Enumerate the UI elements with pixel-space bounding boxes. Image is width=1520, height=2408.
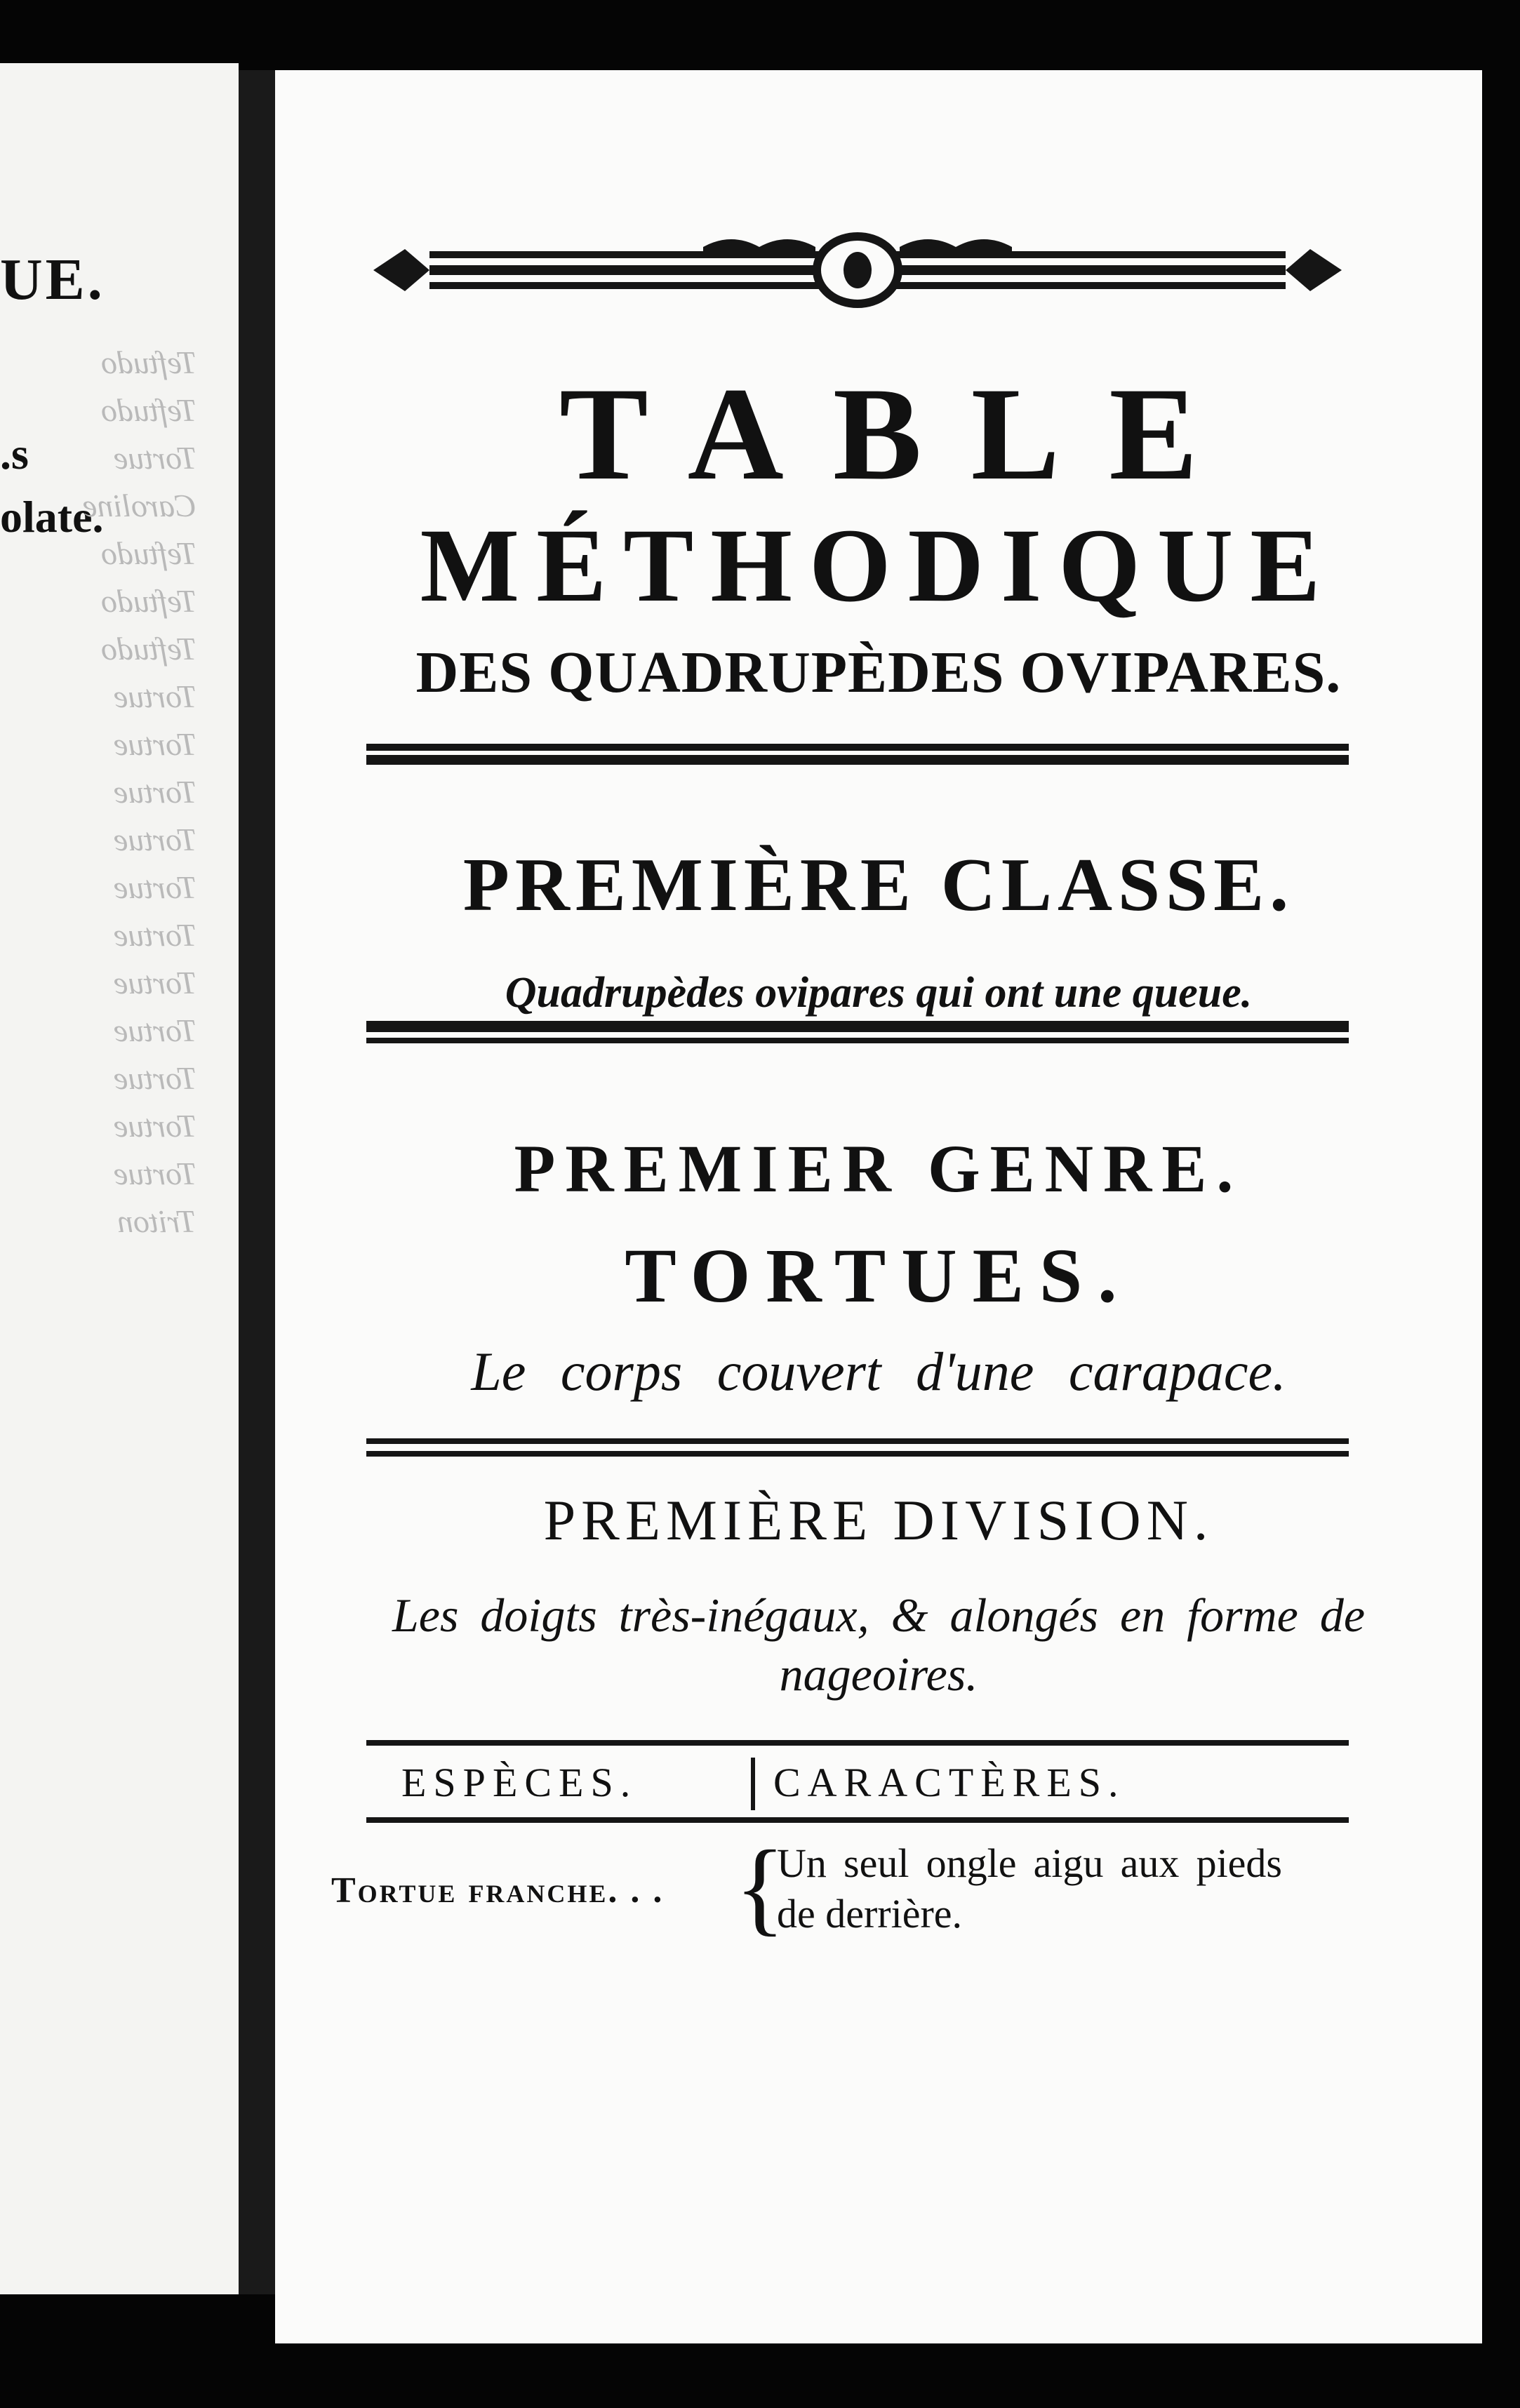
- genus-subtitle: Le corps couvert d'une carapace.: [471, 1341, 1286, 1402]
- class-heading: PREMIÈRE CLASSE.: [462, 843, 1295, 927]
- bleed-through-line: Tortue: [113, 1012, 196, 1048]
- bleed-through-line: Teftudo: [100, 583, 196, 619]
- bleed-through-line: Tortue: [113, 1060, 196, 1096]
- column-separator: [751, 1758, 755, 1810]
- table-top-rule: [366, 1740, 1349, 1746]
- previous-page-word: .s: [0, 429, 29, 479]
- bleed-through-line: Teftudo: [100, 392, 196, 428]
- double-rule: [366, 1021, 1349, 1043]
- page-title-line2: MÉTHODIQUE: [420, 507, 1338, 624]
- species-name: Tortue franche. . .: [331, 1871, 665, 1911]
- class-subtitle: Quadrupèdes ovipares qui ont une queue.: [505, 969, 1253, 1017]
- bleed-through-line: Tortue: [113, 869, 196, 905]
- bleed-through-line: Tortue: [113, 1156, 196, 1191]
- bleed-through-line: Tortue: [113, 678, 196, 714]
- table-header-rule: [366, 1817, 1349, 1823]
- division-heading: PREMIÈRE DIVISION.: [543, 1488, 1214, 1552]
- previous-page-word: olate.: [0, 492, 104, 542]
- species-characters: Un seul ongle aigu aux pieds de derrière.: [777, 1840, 1282, 1937]
- bleed-through-line: Tortue: [113, 917, 196, 953]
- page-title: TABLE: [559, 361, 1248, 508]
- bleed-through-line: Caroline: [83, 488, 196, 523]
- bleed-through-line: Teftudo: [100, 631, 196, 667]
- bleed-through-line: Tortue: [113, 774, 196, 810]
- bleed-through-line: Tortue: [113, 822, 196, 857]
- double-rule: [366, 744, 1349, 765]
- bleed-through-line: Tortue: [113, 1108, 196, 1144]
- table-header: [366, 1751, 1349, 1817]
- bleed-through-line: Triton: [117, 1203, 196, 1239]
- genus-name: TORTUES.: [625, 1233, 1133, 1318]
- book-page: [275, 70, 1482, 2343]
- brace: {: [735, 1829, 785, 1946]
- characters-column-header: CARACTÈRES.: [773, 1760, 1126, 1805]
- division-subtitle: Les doigts très-inégaux, & alongés en forme de nageoires.: [392, 1588, 1366, 1701]
- genus-heading: PREMIER GENRE.: [514, 1131, 1244, 1206]
- page-subtitle: DES QUADRUPÈDES OVIPARES.: [415, 640, 1342, 705]
- bleed-through-line: Tortue: [113, 440, 196, 476]
- bleed-through-line: Teftudo: [100, 535, 196, 571]
- double-rule: [366, 1438, 1349, 1457]
- bleed-through-line: Tortue: [113, 965, 196, 1001]
- species-column-header: ESPÈCES.: [401, 1760, 638, 1805]
- bleed-through-line: Teftudo: [100, 345, 196, 380]
- previous-page: [0, 63, 239, 2294]
- ornamental-headpiece: [366, 232, 1349, 316]
- previous-page-title-fragment: UE.: [0, 247, 105, 312]
- bleed-through-line: Tortue: [113, 726, 196, 762]
